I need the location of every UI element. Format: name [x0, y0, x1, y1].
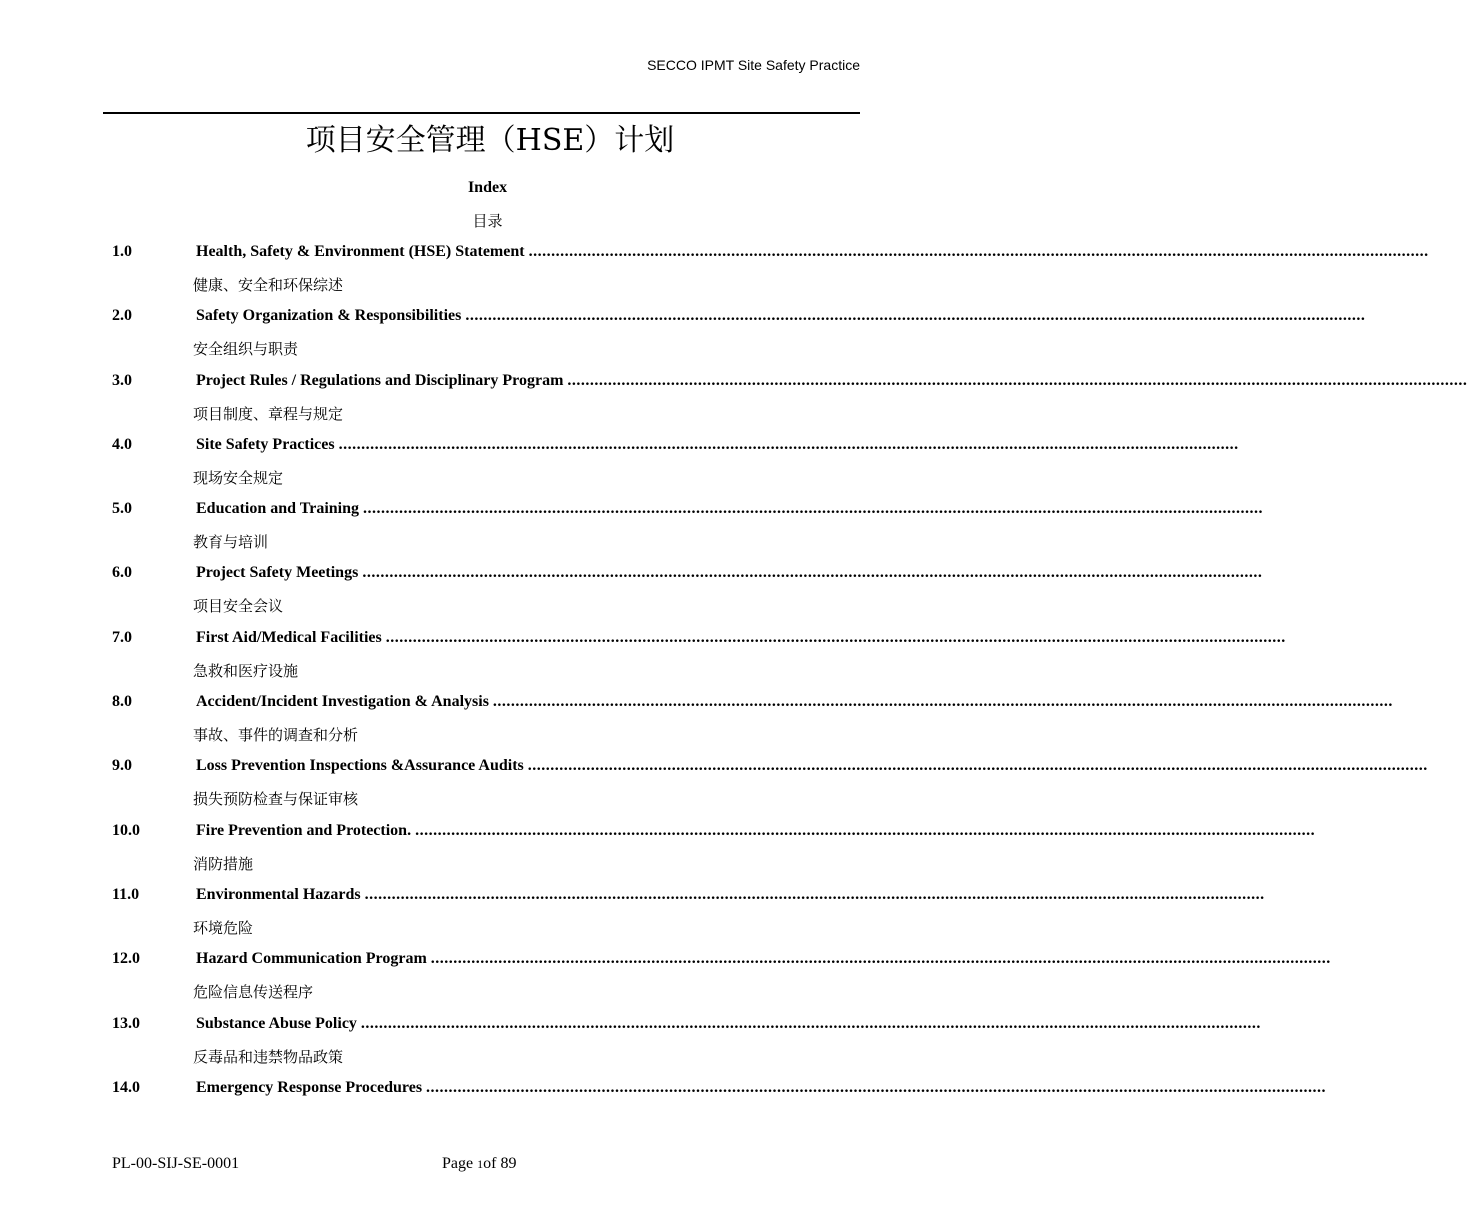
toc-title[interactable]: Fire Prevention and Protection.: [196, 821, 412, 839]
toc-number: 6.0: [112, 564, 132, 582]
toc-entry-10[interactable]: [0, 821, 1316, 886]
toc-entry-5[interactable]: [0, 500, 1264, 564]
toc-title[interactable]: Environmental Hazards: [196, 885, 361, 903]
toc-entry-4[interactable]: [0, 435, 1239, 500]
table-of-contents: [0, 243, 1467, 1143]
toc-title-zh: 事故、事件的调查和分析: [193, 726, 359, 745]
toc-number: 12.0: [112, 950, 140, 968]
page-indicator: [442, 1155, 516, 1173]
toc-leader: ........................................................................................................................................................................................................: [364, 885, 1265, 903]
toc-number: 4.0: [112, 435, 132, 453]
toc-title-zh: 危险信息传送程序: [193, 983, 314, 1002]
toc-number: 3.0: [112, 371, 132, 389]
running-header: SECCO IPMT Site Safety Practice: [647, 57, 860, 73]
toc-number: 10.0: [112, 821, 140, 839]
toc-title-zh: 反毒品和违禁物品政策: [193, 1047, 344, 1066]
toc-number: 2.0: [112, 307, 132, 325]
toc-title[interactable]: Loss Prevention Inspections &Assurance Audits: [196, 757, 524, 775]
toc-title[interactable]: Safety Organization & Responsibilities: [196, 307, 462, 325]
index-heading-zh: 目录: [472, 212, 503, 230]
toc-title-zh: 急救和医疗设施: [193, 661, 299, 680]
toc-title-zh: 项目安全会议: [193, 597, 284, 616]
toc-leader: ........................................................................................................................................................................................................: [415, 821, 1316, 839]
toc-title-zh: 环境危险: [193, 918, 254, 937]
toc-title-zh: 教育与培训: [193, 533, 269, 552]
toc-leader: ........................................................................................................................................................................................................: [528, 243, 1429, 260]
toc-entry-2[interactable]: [0, 307, 1366, 371]
toc-number: 7.0: [112, 628, 132, 646]
toc-leader: ........................................................................................................................................................................................................: [362, 564, 1263, 582]
document-title: 项目安全管理（HSE）计划: [305, 123, 675, 158]
toc-title-zh: 项目制度、章程与规定: [193, 404, 344, 423]
toc-title-zh: 安全组织与职责: [193, 340, 299, 359]
toc-entry-11[interactable]: [0, 885, 1265, 950]
toc-number: 13.0: [112, 1014, 140, 1032]
toc-leader: ........................................................................................................................................................................................................: [567, 371, 1467, 389]
toc-title[interactable]: Education and Training: [196, 500, 360, 518]
toc-number: 11.0: [112, 885, 140, 903]
toc-title-zh: 消防措施: [193, 854, 254, 873]
toc-entry-1[interactable]: [0, 243, 1429, 307]
toc-number: 9.0: [112, 757, 132, 775]
toc-leader: ........................................................................................................................................................................................................: [385, 628, 1286, 646]
toc-title[interactable]: Project Rules / Regulations and Disciplinary Program: [196, 371, 564, 389]
header-rule: [103, 112, 860, 114]
toc-number: 5.0: [112, 500, 132, 518]
toc-number: 14.0: [112, 1078, 140, 1096]
toc-leader: ........................................................................................................................................................................................................: [492, 693, 1393, 711]
toc-entry-7[interactable]: [0, 628, 1286, 693]
toc-entry-8[interactable]: [0, 693, 1393, 757]
toc-entry-12[interactable]: [0, 950, 1331, 1014]
toc-leader: ........................................................................................................................................................................................................: [426, 1078, 1327, 1096]
toc-title[interactable]: Project Safety Meetings: [196, 564, 359, 582]
toc-title[interactable]: Site Safety Practices: [196, 435, 335, 453]
toc-leader: ........................................................................................................................................................................................................: [430, 950, 1331, 968]
index-heading: Index: [467, 179, 508, 196]
toc-entry-9[interactable]: [0, 757, 1428, 821]
toc-entry-13[interactable]: [0, 1014, 1261, 1079]
toc-number: 1.0: [112, 243, 132, 260]
page-total: of 89: [483, 1155, 517, 1172]
toc-title[interactable]: Substance Abuse Policy: [196, 1014, 357, 1032]
toc-entry-6[interactable]: [0, 564, 1263, 628]
page-number: 1: [477, 1157, 484, 1171]
document-number: PL-00-SIJ-SE-0001: [112, 1155, 240, 1172]
toc-title-zh: 现场安全规定: [193, 468, 284, 487]
toc-number: 8.0: [112, 693, 132, 711]
toc-title-zh: 健康、安全和环保综述: [193, 276, 344, 294]
toc-leader: ........................................................................................................................................................................................................: [527, 757, 1428, 775]
toc-title[interactable]: First Aid/Medical Facilities: [196, 628, 382, 646]
toc-entry-14[interactable]: [0, 1078, 1327, 1143]
toc-title[interactable]: Health, Safety & Environment (HSE) Statement: [196, 243, 525, 260]
toc-leader: ........................................................................................................................................................................................................: [360, 1014, 1261, 1032]
toc-title-zh: 损失预防检查与保证审核: [193, 790, 359, 809]
toc-title[interactable]: Emergency Response Procedures: [196, 1078, 423, 1096]
toc-leader: ........................................................................................................................................................................................................: [338, 435, 1239, 453]
toc-leader: ........................................................................................................................................................................................................: [465, 307, 1366, 325]
page-label: Page: [442, 1155, 474, 1172]
toc-entry-3[interactable]: [0, 371, 1467, 436]
toc-title[interactable]: Hazard Communication Program: [196, 950, 427, 968]
toc-leader: ........................................................................................................................................................................................................: [363, 500, 1264, 518]
toc-title[interactable]: Accident/Incident Investigation & Analysis: [196, 693, 489, 711]
